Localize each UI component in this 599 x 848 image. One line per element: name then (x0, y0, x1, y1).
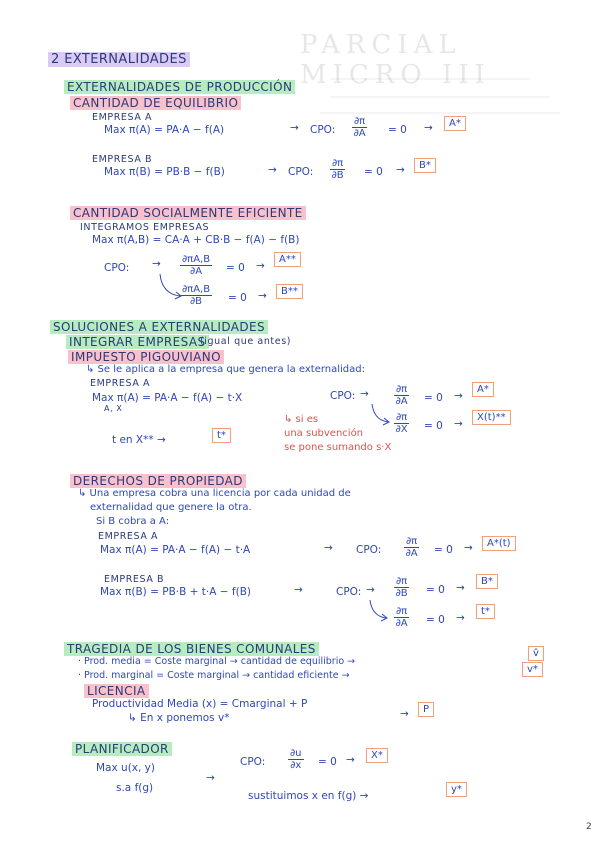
property-desc: ↳ Una empresa cobra una licencia por cada unidad de (78, 488, 351, 499)
arrow-icon: → (290, 122, 299, 134)
frac-den: ∂B (331, 170, 344, 181)
equals-zero: = 0 (424, 420, 443, 432)
frac-den: ∂X (395, 424, 408, 435)
frac-den: ∂B (190, 296, 203, 307)
commons-line-2: · Prod. marginal = Coste marginal → cantidad eficiente → (78, 670, 350, 681)
equals-zero: = 0 (364, 166, 383, 178)
frac-num: ∂πA,B (182, 284, 211, 295)
planner-result-x: X* (366, 748, 388, 763)
cpo-label: CPO: (104, 262, 130, 274)
firm-a-label: EMPRESA A (90, 378, 151, 389)
frac-num: ∂π (396, 384, 408, 395)
equals-zero: = 0 (226, 262, 245, 274)
arrow-icon: → (400, 708, 409, 720)
arrow-icon: → (256, 260, 265, 272)
arrow-icon: → (268, 164, 277, 176)
arrow-icon: → (324, 542, 333, 554)
firm-b-max: Max π(B) = PB·B − f(B) (104, 166, 225, 178)
equals-zero: = 0 (424, 392, 443, 404)
t-line: t en X** → (112, 434, 166, 446)
arrow-icon: → (454, 390, 463, 402)
equals-zero: = 0 (426, 614, 445, 626)
pigou-max: Max π(A) = PA·A − f(A) − t·X (92, 392, 243, 404)
frac-num: ∂π (332, 158, 344, 169)
property-desc: externalidad que genere la otra. (90, 502, 252, 513)
prod-result: P (418, 702, 434, 717)
commons-result-2: v* (522, 662, 543, 677)
firm-a-label: EMPRESA A (98, 531, 159, 542)
arrow-icon: → (456, 612, 465, 624)
integrate-note: (igual que antes) (200, 336, 292, 347)
planner-derivative (288, 748, 304, 771)
frac-num: ∂π (396, 412, 408, 423)
social-heading: CANTIDAD SOCIALMENTE EFICIENTE (70, 206, 306, 220)
pigou-result-x: X(t)** (472, 410, 511, 425)
arrow-icon: → (424, 122, 433, 134)
integrate-label: INTEGRAMOS EMPRESAS (80, 222, 210, 233)
firm-a-result: A* (444, 116, 466, 131)
property-heading: DERECHOS DE PROPIEDAD (70, 474, 246, 488)
solutions-heading: SOLUCIONES A EXTERNALIDADES (50, 320, 268, 334)
frac-den: ∂A (395, 618, 408, 629)
t-result: t* (212, 428, 231, 443)
social-derivative-b (180, 284, 212, 307)
property-result-t: t* (476, 604, 495, 619)
social-result-a: A** (274, 252, 301, 267)
property-desc: Si B cobra a A: (96, 516, 170, 527)
cpo-label: CPO: (310, 124, 336, 136)
arrow-icon: → (360, 388, 369, 400)
equals-zero: = 0 (388, 124, 407, 136)
frac-num: ∂π (396, 606, 408, 617)
arrow-icon: → (258, 290, 267, 302)
ghost-line (330, 78, 530, 80)
ghost-title: PARCIAL MICRO III (300, 30, 491, 90)
cpo-label: CPO: (330, 390, 356, 402)
pigou-description: ↳ Se le aplica a la empresa que genera la externalidad: (86, 364, 366, 375)
commons-heading: TRAGEDIA DE LOS BIENES COMUNALES (64, 642, 319, 656)
frac-num: ∂π (396, 576, 408, 587)
property-result-a: A*(t) (482, 536, 516, 551)
arrow-icon: → (456, 582, 465, 594)
pigou-heading: IMPUESTO PIGOUVIANO (68, 350, 224, 364)
frac-num: ∂π (354, 116, 366, 127)
property-derivative-b (394, 576, 409, 599)
arrow-icon: → (206, 772, 215, 784)
section-title: 2 EXTERNALIDADES (48, 52, 190, 67)
property-derivative-t (394, 606, 409, 629)
arrow-icon: → (152, 258, 161, 270)
firm-b-label: EMPRESA B (92, 154, 153, 165)
social-max: Max π(A,B) = CA·A + CB·B − f(A) − f(B) (92, 234, 300, 246)
planner-subst: sustituimos x en f(g) → (248, 790, 369, 802)
commons-result-1: v̂ (528, 646, 544, 661)
property-max-a: Max π(A) = PA·A − f(A) − t·A (100, 544, 251, 556)
frac-den: ∂A (395, 396, 408, 407)
frac-den: ∂A (405, 548, 418, 559)
frac-num: ∂π (406, 536, 418, 547)
production-heading: EXTERNALIDADES DE PRODUCCIÓN (64, 80, 295, 94)
arrow-icon: → (294, 584, 303, 596)
planner-max: Max u(x, y) (96, 762, 155, 774)
pigou-derivative-x (394, 412, 409, 435)
planner-heading: PLANIFICADOR (72, 742, 172, 756)
firm-b-label: EMPRESA B (104, 574, 165, 585)
integrate-heading: INTEGRAR EMPRESAS (66, 335, 209, 349)
firm-a-derivative (352, 116, 367, 139)
prod-equation: Productividad Media (x) = Cmarginal + P (92, 698, 308, 710)
equals-zero: = 0 (434, 544, 453, 556)
commons-line-1: · Prod. media = Coste marginal → cantidad de equilibrio → (78, 656, 356, 667)
planner-result-y: y* (446, 782, 467, 797)
arrow-icon: → (346, 754, 355, 766)
frac-den: ∂A (190, 266, 203, 277)
ghost-line (320, 112, 560, 114)
arrow-icon: → (396, 164, 405, 176)
cpo-label: CPO: (336, 586, 362, 598)
frac-num: ∂πA,B (182, 254, 211, 265)
firm-b-result: B* (414, 158, 436, 173)
arrow-icon: → (366, 584, 375, 596)
property-max-b: Max π(B) = PB·B + t·A − f(B) (100, 586, 251, 598)
equals-zero: = 0 (426, 584, 445, 596)
subsidy-note: una subvención (284, 428, 364, 439)
licence-heading: LICENCIA (84, 684, 149, 698)
social-result-b: B** (276, 284, 303, 299)
equals-zero: = 0 (318, 756, 337, 768)
property-derivative-a (404, 536, 419, 559)
frac-den: ∂B (395, 588, 408, 599)
pigou-result-a: A* (472, 382, 494, 397)
page-number: 2 (586, 822, 592, 832)
planner-st: s.a f(g) (116, 782, 154, 794)
subsidy-note: ↳ si es (284, 414, 319, 425)
frac-num: ∂u (290, 748, 302, 759)
arrow-icon: → (464, 542, 473, 554)
cpo-label: CPO: (356, 544, 382, 556)
equilibrium-heading: CANTIDAD DE EQUILIBRIO (70, 96, 241, 110)
frac-den: ∂x (290, 760, 302, 771)
cpo-label: CPO: (240, 756, 266, 768)
cpo-label: CPO: (288, 166, 314, 178)
firm-a-label: EMPRESA A (92, 112, 153, 123)
property-result-b: B* (476, 574, 498, 589)
prod-note: ↳ En x ponemos v* (128, 712, 230, 724)
subsidy-note: se pone sumando s·X (284, 442, 392, 453)
frac-den: ∂A (353, 128, 366, 139)
firm-a-max: Max π(A) = PA·A − f(A) (104, 124, 225, 136)
equals-zero: = 0 (228, 292, 247, 304)
firm-b-derivative (330, 158, 345, 181)
ghost-line (330, 96, 550, 98)
pigou-max-sub: A, X (104, 404, 123, 413)
arrow-icon: → (454, 418, 463, 430)
